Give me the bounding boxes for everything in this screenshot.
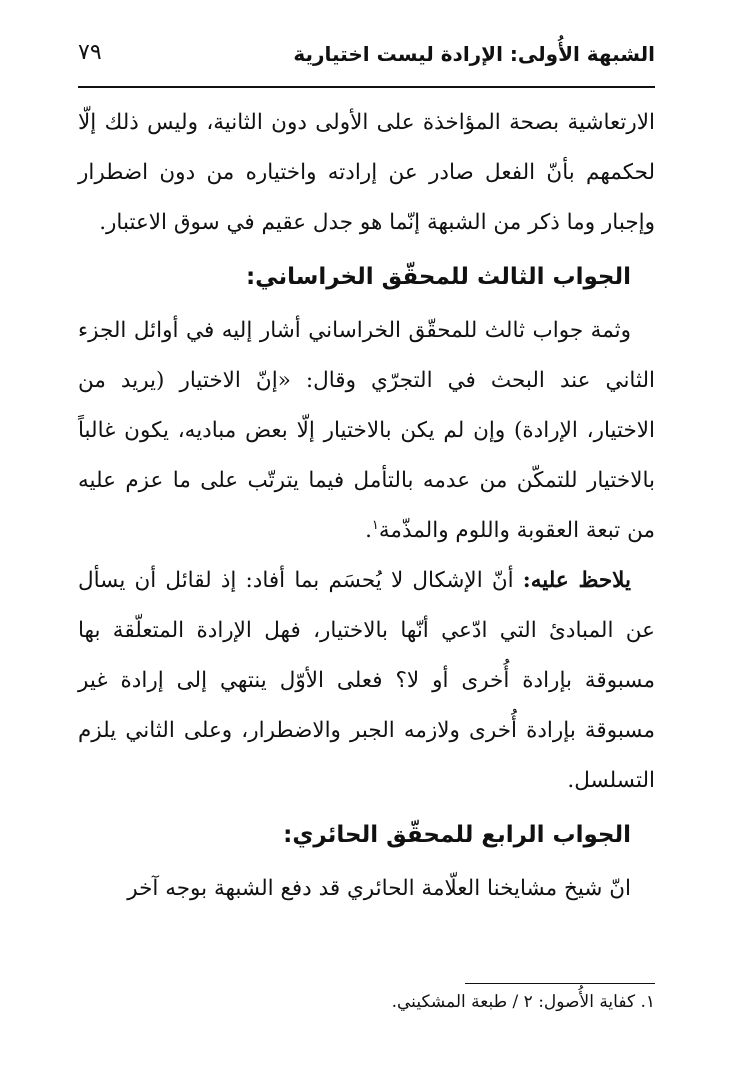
footnote: ١. كفاية الأُصول: ٢ / طبعة المشكيني. bbox=[391, 992, 655, 1012]
paragraph-1: الارتعاشية بصحة المؤاخذة على الأولى دون الثانية، وليس ذلك إلّا لحكمهم بأنّ الفعل صادر عن إرادته واختياره من دون اضطرار وإجبار وما ذكر من الشبهة إنّما هو جدل عقيم في سوق الاعتبار. bbox=[78, 110, 655, 235]
paragraph-4: انّ شيخ مشايخنا العلّامة الحائري قد دفع الشبهة بوجه آخر bbox=[127, 876, 631, 901]
paragraph-3 bbox=[78, 556, 655, 806]
footnote-rule bbox=[465, 983, 655, 984]
paragraph-2-text: وثمة جواب ثالث للمحقّق الخراساني أشار إليه في أوائل الجزء الثاني عند البحث في التجرّي وقال: «إنّ الاختيار (يريد من الاختيار، الإرادة) وإن لم يكن بالاختيار إلّا بعض مباديه، يكون غالباً بالاختيار للتمكّن من عدمه بالتأمل فيما يترتّب على ما عزم عليه من تبعة العقوبة واللوم والمذّمة bbox=[78, 318, 655, 543]
paragraph-2: وثمة جواب ثالث للمحقّق الخراساني أشار إليه في أوائل الجزء الثاني عند البحث في التجرّي وقال: «إنّ الاختيار (يريد من الاختيار، الإرادة) وإن لم يكن بالاختيار إلّا بعض مباديه، يكون غالباً بالاختيار للتمكّن من عدمه بالتأمل فيما يترتّب على ما عزم عليه من تبعة العقوبة واللوم والمذّمة$^١$. bbox=[78, 318, 655, 543]
paragraph-3-lead: يلاحظ عليه: bbox=[522, 568, 631, 593]
page-number: ٧٩ bbox=[78, 40, 102, 65]
footnote-marker: ١ bbox=[371, 517, 379, 533]
running-title: الشبهة الأُولى: الإرادة ليست اختيارية bbox=[293, 42, 655, 66]
header-rule bbox=[78, 86, 655, 88]
paragraph-3-text: أنّ الإشكال لا يُحسَم بما أفاد: إذ لقائل أن يسأل عن المبادئ التي ادّعي أنّها بالاختيار، فهل الإرادة المتعلّقة بها مسبوقة بإرادة أُخرى أو لا؟ فعلى الأوّل ينتهي إلى إرادة غير مسبوقة بإرادة أُخرى ولازمه الجبر والاضطرار، وعلى الثاني يلزم التسلسل. bbox=[78, 568, 655, 793]
page-header bbox=[78, 38, 655, 78]
section-heading-third-answer: الجواب الثالث للمحقّق الخراساني: bbox=[245, 264, 631, 290]
body-text bbox=[78, 98, 655, 914]
section-heading-fourth-answer: الجواب الرابع للمحقّق الحائري: bbox=[283, 822, 631, 848]
